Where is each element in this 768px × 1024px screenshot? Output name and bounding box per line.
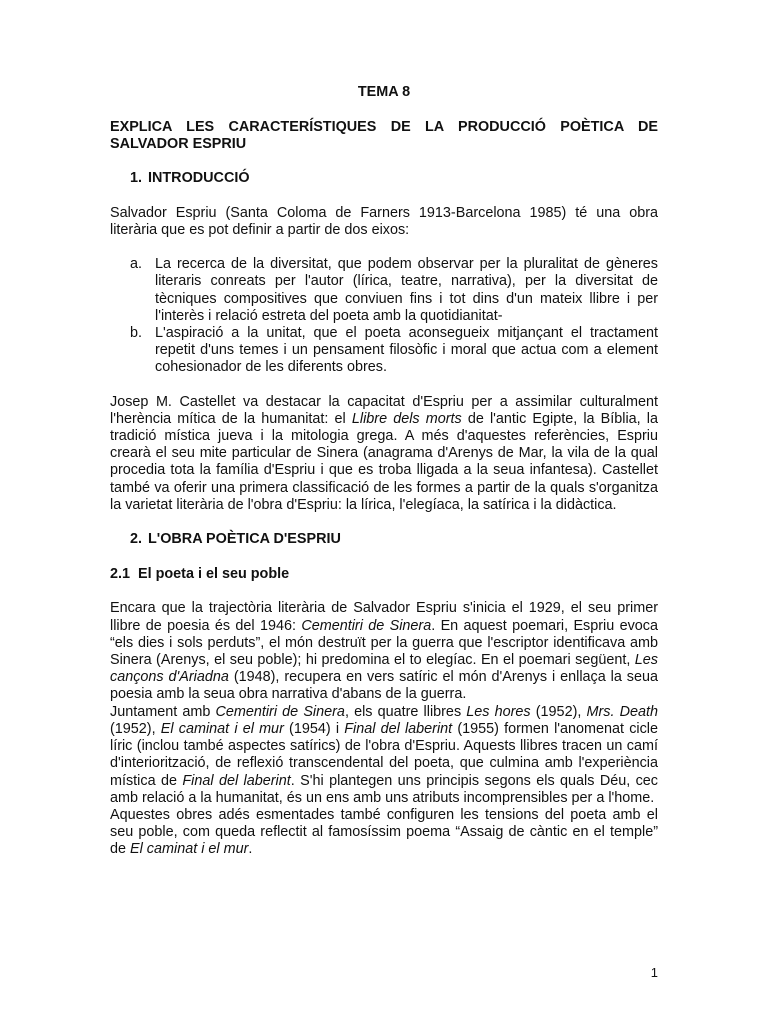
- italic-title: Llibre dels morts: [351, 410, 462, 427]
- essay-question: EXPLICA LES CARACTERÍSTIQUES DE LA PRODUCCIÓ POÈTICA DE SALVADOR ESPRIU: [110, 119, 658, 153]
- subsection-number: 2.1: [110, 566, 131, 583]
- italic-title: El caminat i el mur: [130, 841, 249, 858]
- text-run: de l'antic Egipte, la Bíblia, la tradició mística jueva i la mitologia grega. A més d'aquestes referències, Espriu crearà el seu mite particular de Sinera (anagrama d'Arenys de Mar, la vila de la qual procedia tota la família d'Espriu i que es troba lligada a la seua infantesa). Castellet també va oferir una primera classificació de les formes a partir de la quals s'organitza la varietat literària de l'obra d'Espriu: la lírica, l'elegíaca, la satírica i la didàctica.: [110, 410, 658, 513]
- intro-paragraph: Salvador Espriu (Santa Coloma de Farners 1913-Barcelona 1985) té una obra literària que es pot definir a partir de dos eixos:: [110, 204, 658, 239]
- text-run: Aquestes obres adés esmentades també configuren les tensions del poeta amb el seu poble, com queda reflectit al famosíssim poema “Assaig de càntic en el temple” de: [110, 806, 658, 858]
- section-heading-poetic-work: [110, 531, 658, 548]
- italic-title: El caminat i el mur: [160, 720, 284, 737]
- text-run: .: [248, 841, 253, 858]
- text-run: (1948), recupera en vers satíric el món d'Arenys i enllaça la seua poesia amb la seua obra narrativa d'abans de la guerra.: [110, 669, 658, 703]
- section-heading-introduction: [110, 170, 658, 187]
- section-number: 1.: [130, 169, 143, 186]
- list-marker: b.: [130, 325, 143, 342]
- document-page: [110, 84, 658, 859]
- text-run: Juntament amb: [110, 703, 216, 720]
- list-item: [110, 256, 658, 325]
- subsection-heading: [110, 566, 658, 583]
- italic-title: Mrs. Death: [586, 703, 659, 720]
- text-run: (1952),: [530, 703, 587, 720]
- italic-title: Final del laberint: [182, 772, 291, 789]
- list-item: [110, 325, 658, 377]
- italic-title: Les hores: [466, 703, 531, 720]
- paragraph-first-book: [110, 600, 658, 703]
- italic-title: Final del laberint: [344, 720, 453, 737]
- text-run: , els quatre llibres: [344, 703, 467, 720]
- text-run: . En aquest poemari, Espriu evoca “els dies i sols perduts”, el món destruït per la guerra que l'escriptor identificava amb Sinera (Arenys, el seu poble); hi predomina el to elegíac. En el poemari següent,: [110, 617, 658, 669]
- italic-title: Cementiri de Sinera: [215, 703, 345, 720]
- section-title: L'OBRA POÈTICA D'ESPRIU: [148, 531, 341, 548]
- text-run: Josep M. Castellet va destacar la capacitat d'Espriu per a assimilar culturalment l'herència mítica de la humanitat: el: [110, 393, 658, 427]
- paragraph-lyric-cycle: [110, 704, 658, 807]
- italic-title: Les cançons d'Ariadna: [110, 652, 658, 686]
- italic-title: Cementiri de Sinera: [301, 617, 432, 634]
- document-title: TEMA 8: [357, 84, 411, 100]
- list-item-text: La recerca de la diversitat, que podem observar per la pluralitat de gèneres literaris conreats per l'autor (lírica, teatre, narrativa), per la diversitat de tècniques compositives que conviuen fins i tot dins d'un mateix llibre i per l'interès i relació estreta del poeta amb la quotidianitat-: [155, 256, 658, 324]
- list-marker: a.: [130, 256, 143, 273]
- list-item-text: L'aspiració a la unitat, que el poeta aconsegueix mitjançant el tractament repetit d'uns temes i un pensament filosòfic i moral que actua com a element cohesionador de les diferents obres.: [155, 325, 658, 376]
- text-run: (1952),: [110, 720, 161, 737]
- page-number: 1: [650, 965, 658, 980]
- paragraph-tensions: [110, 807, 658, 859]
- axes-list: [110, 256, 658, 376]
- section-number: 2.: [130, 531, 143, 548]
- text-run: Encara que la trajectòria literària de Salvador Espriu s'inicia el 1929, el seu primer llibre de poesia és del 1946:: [110, 600, 658, 634]
- section-title: INTRODUCCIÓ: [148, 169, 250, 186]
- text-run: . S'hi plantegen uns principis segons els quals Déu, cec amb relació a la humanitat, és un ens amb uns atributs incomprensibles per a l'home.: [110, 772, 658, 806]
- text-run: (1954) i: [283, 720, 345, 737]
- text-run: (1955) formen l'anomenat cicle líric (inclou també aspectes satírics) de l'obra d'Espriu. Aquests llibres tracen un camí d'interiorització, de reflexió transcendental del poeta, que culmina amb l'experiència mística de: [110, 720, 658, 789]
- castellet-paragraph: [110, 394, 658, 514]
- subsection-title: El poeta i el seu poble: [138, 566, 290, 583]
